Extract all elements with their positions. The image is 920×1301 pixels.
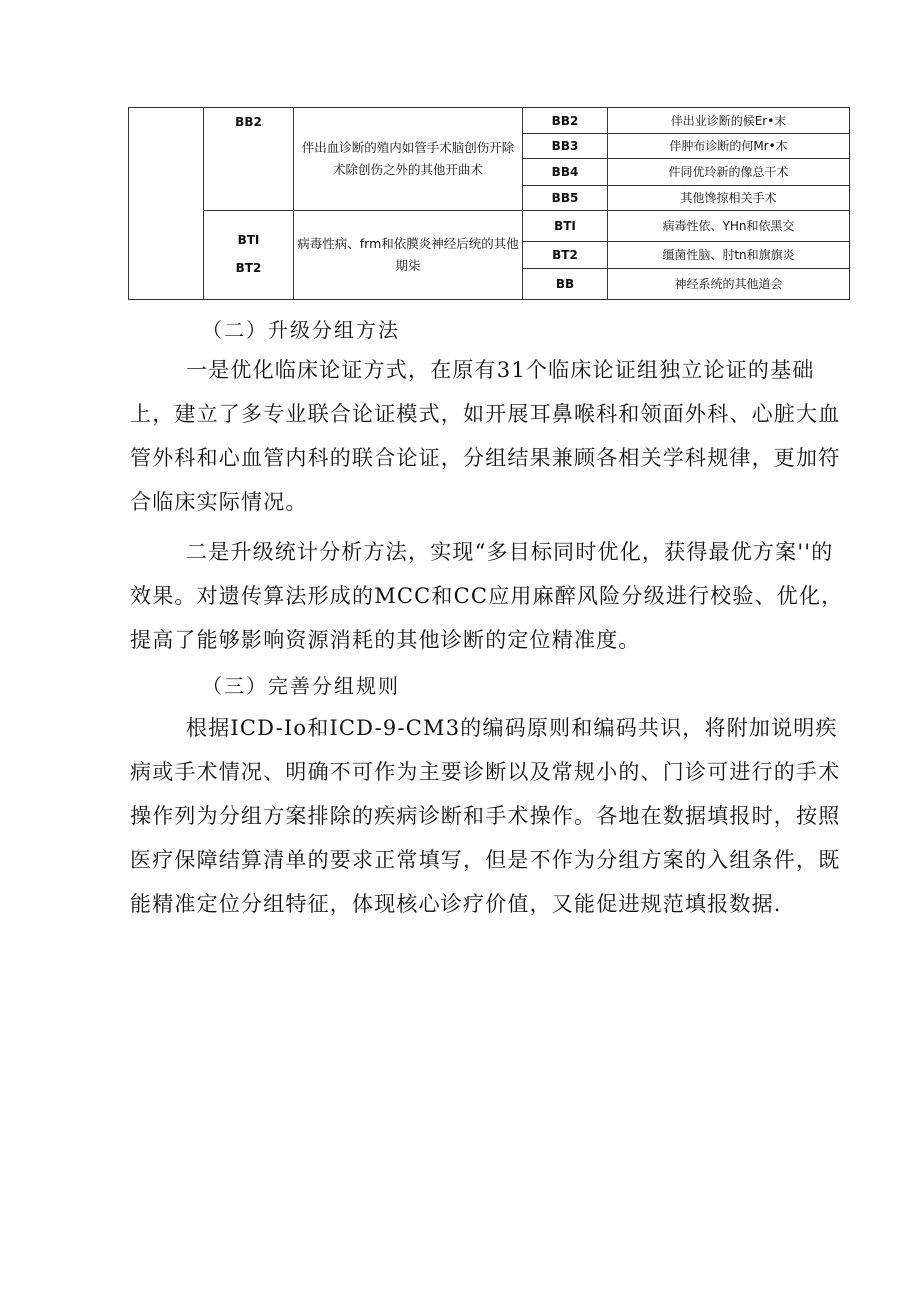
group2-description: 病毒性病、frm和依膜炎神经后统的其他期柒 [297,236,519,273]
group1-row-code: BB4 [551,164,579,179]
group1-row-name: 伴出业诊断的候Er•末 [670,113,787,128]
group2-left-code-1: BTI [237,233,260,247]
table-grid [128,107,850,300]
group1-description: 伴出血诊断的殖内如管手术脑创伤开除术除创伤之外的其他开曲术 [301,140,515,177]
group1-left-code: BB2 [235,115,262,129]
col-divider [293,108,294,299]
group2-row-name: 神经系统的其他道会 [674,276,783,291]
group2-left-code-2: BT2 [235,261,262,275]
section3-heading: （三）完善分组规则 [202,674,400,698]
drg-table [128,107,850,300]
group2-row-code: BB [555,276,575,291]
section3-paragraph-1: 根据ICD-Io和ICD-9-CM3的编码原则和编码共识，将附加说明疾病或手术情况、明确不可作为主要诊断以及常规小的、门诊可进行的手术操作列为分组方案排除的疾病诊断和手术操作。各地在数据填报时，按照医疗保障结算清单的要求正常填写，但是不作为分组方案的入组条件，既能精准定位分组特征，体现核心诊疗价值，又能促进规范填报数据. [130,716,841,916]
group1-row-name: 伴肿布诊断的何Mr•木 [669,138,788,153]
group2-row-name: 缰菌性脑、肘tn和旗旗炎 [662,247,795,262]
group1-row-code: BB5 [551,190,579,205]
section2-paragraph-2: 二是升级统计分析方法，实现“多目标同时优化，获得最优方案''的效果。对遗传算法形成的MCC和CC应用麻醉风险分级进行校验、优化，提高了能够影响资源消耗的其他诊断的定位精准度。 [130,540,844,652]
group1-row-name: 其他馋掠相关手术 [680,190,777,205]
group2-row-code: BT2 [552,247,578,262]
group2-row-name: 病毒性依、YHn和依黑交 [662,219,795,233]
group2-row-code: BTI [554,219,576,233]
group1-row-name: 件同优玲新的像总干术 [668,164,789,179]
section2-paragraph-1: 一是优化临床论证方式，在原有31个临床论证组独立论证的基础上，建立了多专业联合论证模式，如开展耳鼻喉科和领面外科、心脏大血管外科和心血管内科的联合论证，分组结果兼顾各相关学科规律，更加符合临床实际情况。 [130,358,841,514]
section2-heading: （二）升级分组方法 [202,318,400,342]
group1-row-code: BB2 [551,113,579,128]
group1-row-code: BB3 [551,138,579,153]
